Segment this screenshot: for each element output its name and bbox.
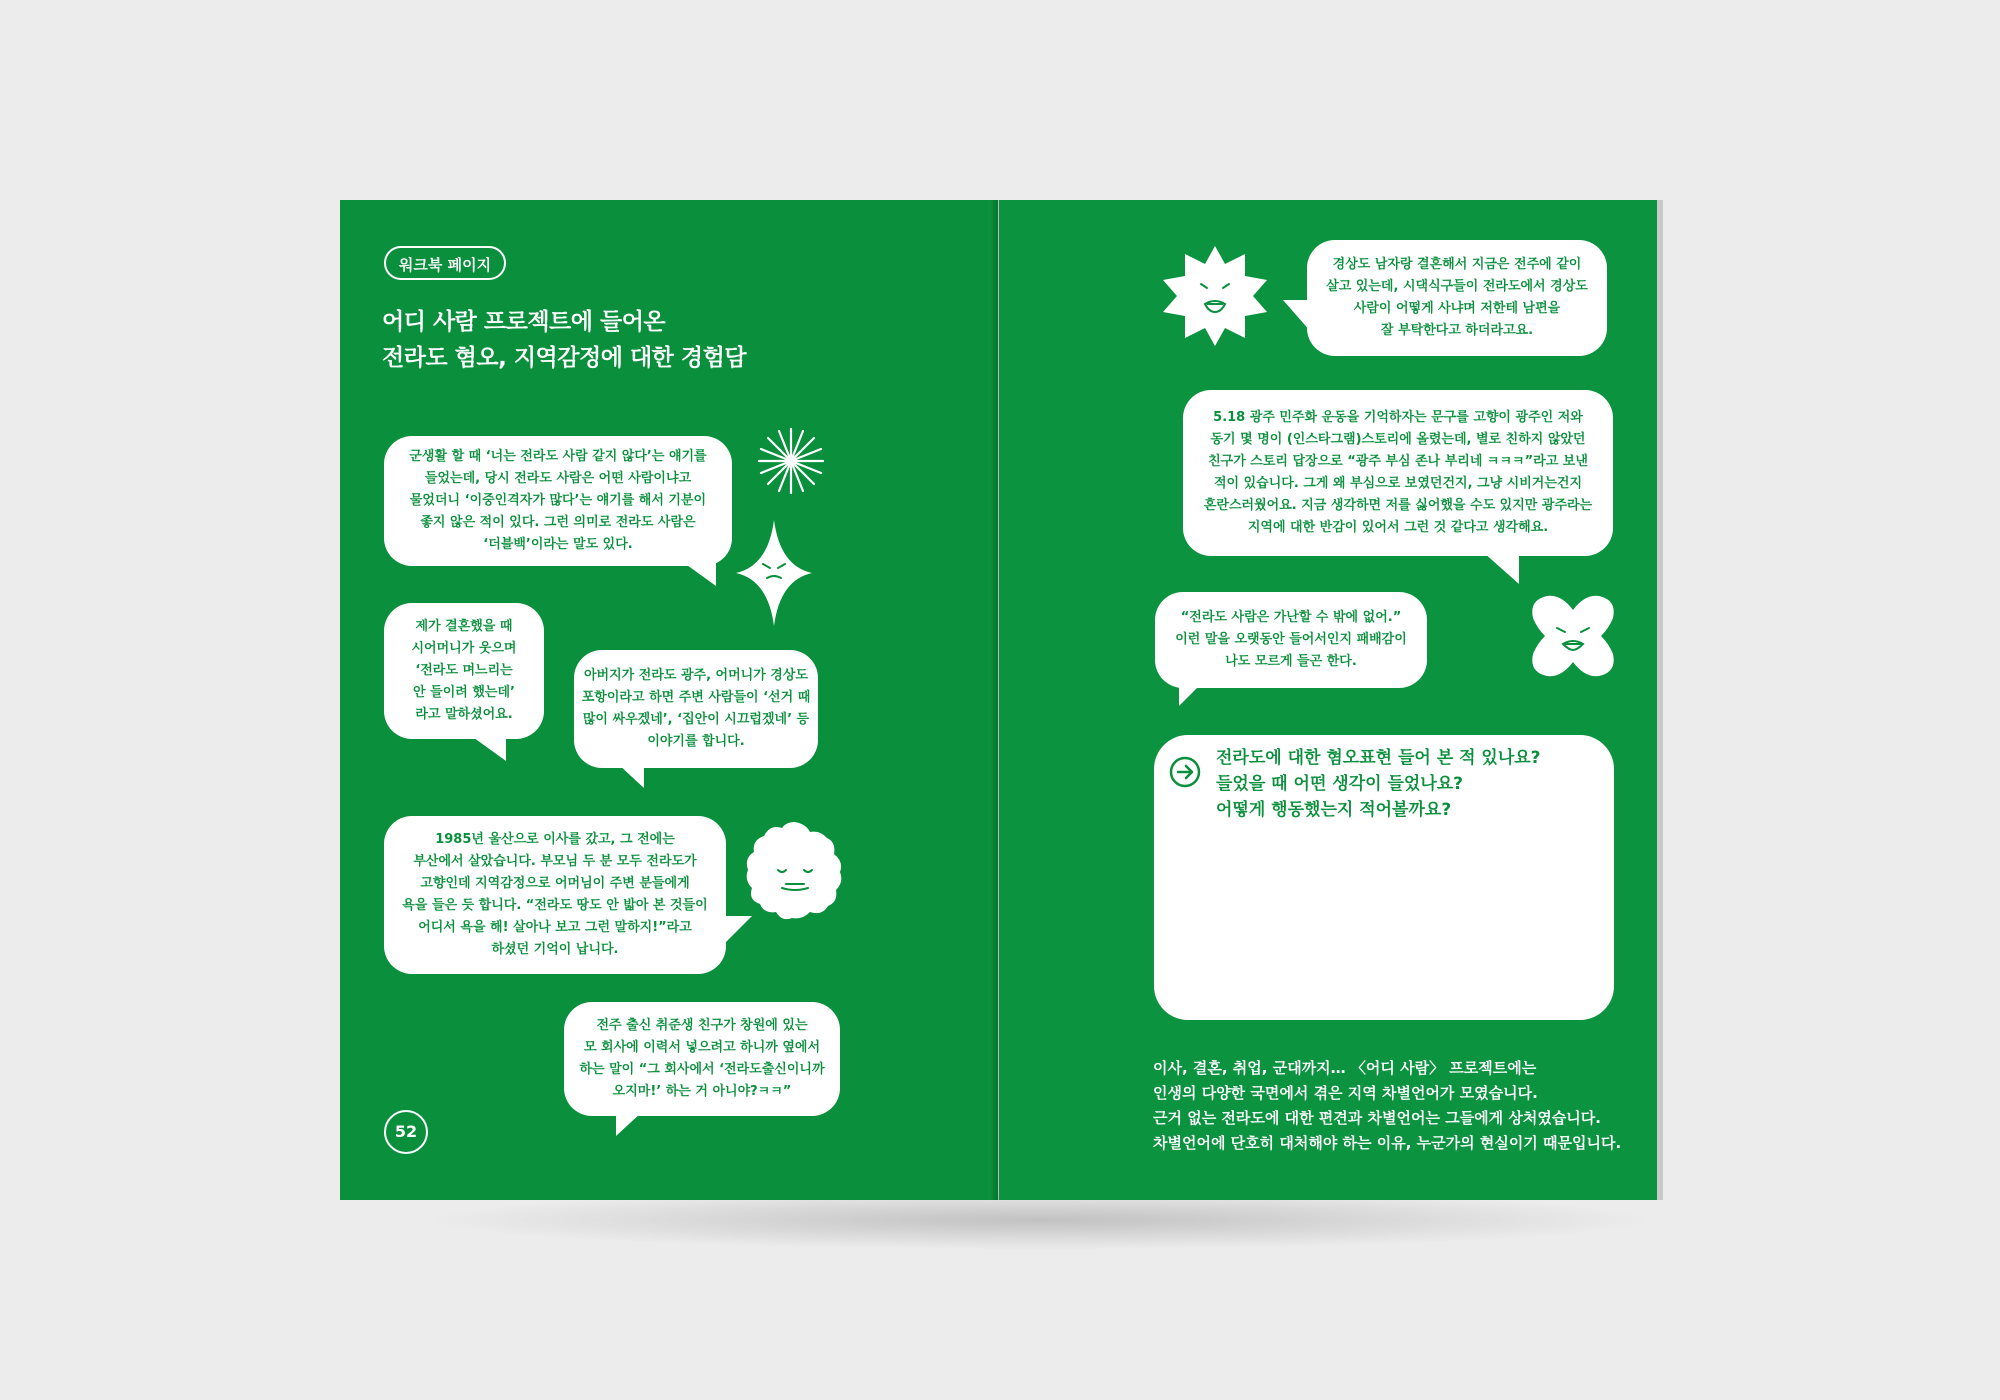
- speech-bubble-ulsan: [384, 816, 726, 974]
- bubble-line: 시어머니가 웃으며: [411, 641, 517, 656]
- speech-bubble-military: [384, 436, 732, 566]
- bubble-tail: [616, 1112, 656, 1142]
- bubble-line: 나도 모르게 들곤 한다.: [1225, 654, 1357, 669]
- speech-bubble-jobseeker: [564, 1002, 840, 1116]
- bubble-tail: [470, 735, 510, 765]
- bubble-line: 군생활 할 때 ‘너는 전라도 사람 같지 않다’는 얘기를: [409, 449, 707, 464]
- bubble-line: 물었더니 ‘이중인격자가 많다’는 얘기를 해서 기분이: [409, 493, 707, 508]
- bubble-line: 좋지 않은 적이 있다. 그런 의미로 전라도 사람은: [420, 515, 696, 530]
- page-number: 52: [384, 1110, 428, 1154]
- bubble-line: “전라도 사람은 가난할 수 밖에 없어.”: [1180, 610, 1402, 625]
- bubble-tail: [1483, 552, 1523, 588]
- bubble-line: 지역에 대한 반감이 있어서 그런 것 같다고 생각해요.: [1247, 520, 1549, 535]
- closing-line: 차별언어에 단호히 대처해야 하는 이유, 누군가의 현실이기 때문입니다.: [1153, 1134, 1622, 1152]
- bubble-line: 아버지가 전라도 광주, 어머니가 경상도: [584, 668, 808, 683]
- bubble-line: 제가 결혼했을 때: [415, 619, 513, 634]
- speech-bubble-gwangju-518: [1183, 390, 1613, 556]
- bubble-line: 혼란스러웠어요. 지금 생각하면 저를 싫어했을 수도 있지만 광주라는: [1203, 498, 1593, 513]
- bubble-line: 동기 몇 명이 (인스타그램)스토리에 올렸는데, 별로 친하지 않았던: [1210, 432, 1586, 447]
- clover-face-icon: [1527, 592, 1619, 680]
- arrow-right-icon: [1168, 755, 1202, 789]
- bubble-line: 전주 출신 취준생 친구가 창원에 있는: [596, 1018, 808, 1033]
- diamond-face-icon: [734, 518, 814, 628]
- closing-line: 이사, 결혼, 취업, 군대까지… 〈어디 사람〉 프로젝트에는: [1153, 1059, 1537, 1077]
- bubble-line: 들었는데, 당시 전라도 사람은 어떤 사람이냐고: [424, 471, 692, 486]
- bubble-line: 잘 부탁한다고 하더라고요.: [1380, 323, 1534, 338]
- flower-face-icon: [742, 818, 848, 924]
- bubble-line: ‘전라도 며느리는: [415, 663, 513, 678]
- workbook-tag: 워크북 페이지: [384, 246, 506, 280]
- spiky-face-icon: [1159, 244, 1271, 348]
- bubble-tail: [618, 764, 658, 794]
- speech-bubble-poverty: [1155, 592, 1427, 688]
- bubble-line: 고향인데 지역감정으로 어머님이 주변 분들에게: [420, 876, 690, 891]
- right-page: [999, 200, 1657, 1200]
- bubble-line: 포항이라고 하면 주변 사람들이 ‘선거 때: [581, 690, 811, 705]
- bubble-line: 이런 말을 오랫동안 들어서인지 패배감이: [1175, 632, 1407, 647]
- bubble-line: 부산에서 살았습니다. 부모님 두 분 모두 전라도가: [413, 854, 697, 869]
- closing-line: 근거 없는 전라도에 대한 편견과 차별언어는 그들에게 상처였습니다.: [1153, 1109, 1601, 1127]
- bubble-line: 경상도 남자랑 결혼해서 지금은 전주에 같이: [1332, 257, 1582, 272]
- workbook-question-box[interactable]: [1154, 735, 1614, 1020]
- speech-bubble-marriage: [384, 603, 544, 739]
- bubble-line: 5.18 광주 민주화 운동을 기억하자는 문구를 고향이 광주인 저와: [1213, 410, 1583, 425]
- bubble-line: 하셨던 기억이 납니다.: [491, 942, 619, 957]
- question-line-1: 전라도에 대한 혐오표현 들어 본 적 있나요?: [1216, 748, 1541, 768]
- bubble-line: 라고 말하셨어요.: [415, 707, 513, 722]
- bubble-line: 안 들이려 했는데’: [413, 685, 515, 700]
- bubble-tail: [1283, 300, 1319, 336]
- bubble-line: 하는 말이 “그 회사에서 ‘전라도출신이니까: [579, 1062, 825, 1077]
- title-line-1: 어디 사람 프로젝트에 들어온: [382, 309, 666, 335]
- bubble-line: 친구가 스토리 답장으로 “광주 부심 존나 부리네 ㅋㅋㅋ”라고 보낸: [1208, 454, 1588, 469]
- bubble-line: 어디서 욕을 해! 살아나 보고 그런 말하지!”라고: [418, 920, 692, 935]
- bubble-line: ‘더블백’이라는 말도 있다.: [483, 537, 633, 552]
- bubble-line: 오지마!’ 하는 거 아니야?ㅋㅋ”: [612, 1084, 792, 1099]
- title-line-2: 전라도 혐오, 지역감정에 대한 경험담: [382, 345, 747, 371]
- page-title: [382, 304, 746, 376]
- bubble-line: 이야기를 합니다.: [647, 734, 745, 749]
- bubble-line: 적이 있습니다. 그게 왜 부심으로 보였던건지, 그냥 시비거는건지: [1213, 476, 1583, 491]
- bubble-line: 많이 싸우겠네’, ‘집안이 시끄럽겠네’ 등: [582, 712, 810, 727]
- bubble-line: 1985년 울산으로 이사를 갔고, 그 전에는: [435, 832, 675, 847]
- starburst-icon: [756, 426, 826, 496]
- question-line-3: 어떻게 행동했는지 적어볼까요?: [1216, 800, 1452, 820]
- speech-bubble-parents: [574, 650, 818, 768]
- left-page: [340, 200, 998, 1200]
- bubble-tail: [1179, 684, 1209, 714]
- speech-bubble-gyeongsang-husband: [1307, 240, 1607, 356]
- closing-line: 인생의 다양한 국면에서 겪은 지역 차별언어가 모였습니다.: [1153, 1084, 1538, 1102]
- question-line-2: 들었을 때 어떤 생각이 들었나요?: [1216, 774, 1464, 794]
- bubble-tail: [680, 560, 720, 590]
- bubble-line: 살고 있는데, 시댁식구들이 전라도에서 경상도: [1326, 279, 1588, 294]
- closing-paragraph: [1153, 1056, 1621, 1156]
- bubble-line: 모 회사에 이력서 넣으려고 하니까 옆에서: [583, 1040, 821, 1055]
- bubble-line: 욕을 들은 듯 합니다. “전라도 땅도 안 밟아 본 것들이: [402, 898, 708, 913]
- page-edge: [1657, 200, 1663, 1200]
- bubble-line: 사람이 어떻게 사냐며 저한테 남편을: [1353, 301, 1561, 316]
